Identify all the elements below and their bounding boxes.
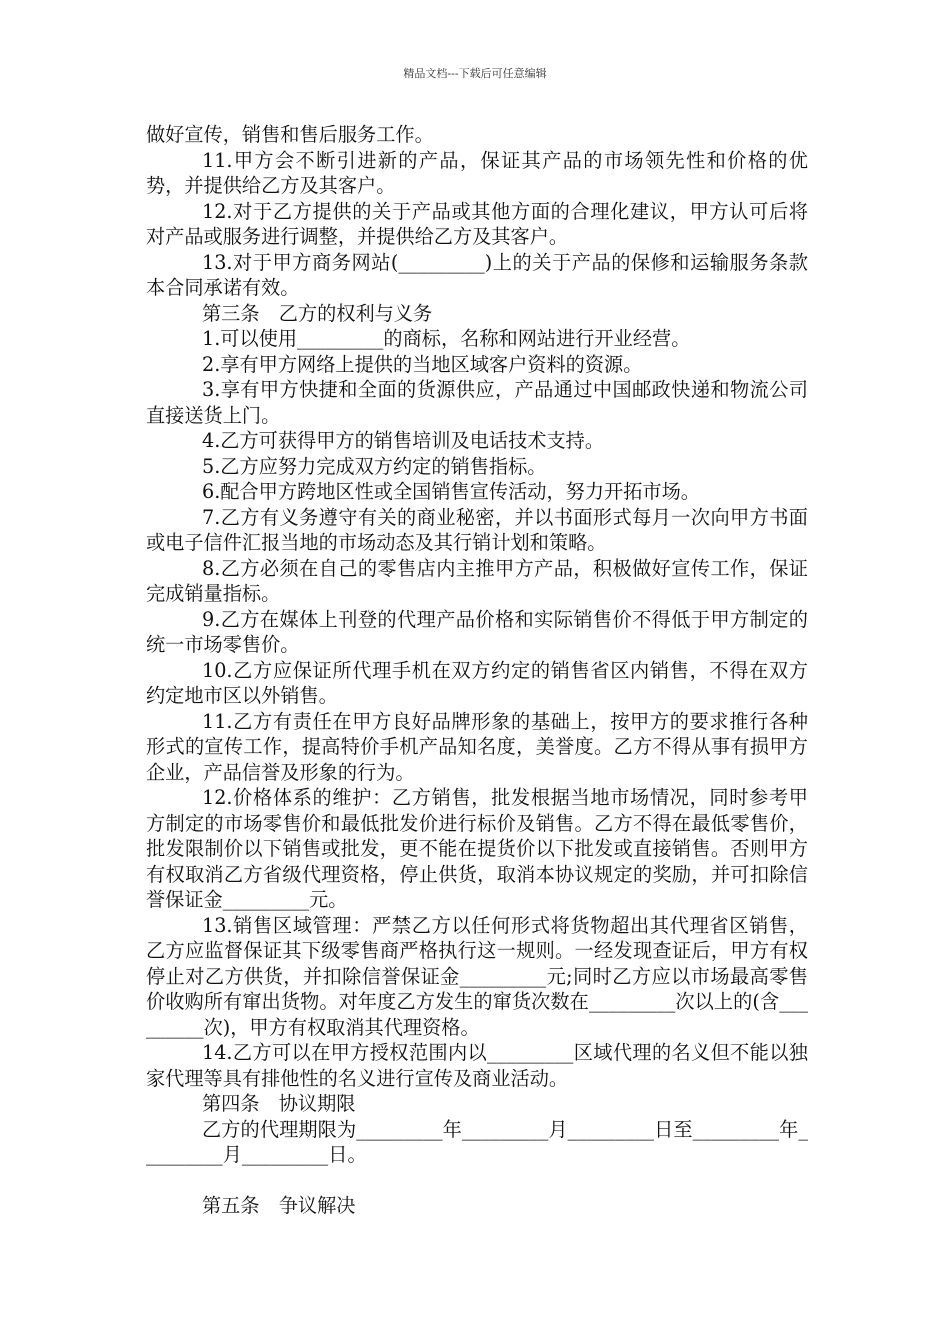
paragraph: 1.可以使用_________的商标，名称和网站进行开业经营。 [202,327,691,350]
paragraph: 4.乙方可获得甲方的销售培训及电话技术支持。 [202,429,605,452]
page-header: 精品文档---下载后可任意编辑 [403,67,547,80]
paragraph: 11.甲方会不断引进新的产品，保证其产品的市场领先性和价格的优势，并提供给乙方及其客户。 [146,148,808,197]
blank-line [146,1168,808,1194]
paragraph: 7.乙方有义务遵守有关的商业秘密，并以书面形式每月一次向甲方书面或电子信件汇报当地的市场动态及其行销计划和策略。 [146,505,808,554]
paragraph: 14.乙方可以在甲方授权范围内以_________区域代理的名义但不能以独家代理等具有排他性的名义进行宣传及商业活动。 [146,1041,808,1090]
paragraph: 10.乙方应保证所代理手机在双方约定的销售省区内销售，不得在双方约定地市区以外销售。 [146,658,808,707]
paragraph: 13.对于甲方商务网站(_________)上的关于产品的保修和运输服务条款本合同承诺有效。 [146,250,808,299]
paragraph: 12.对于乙方提供的关于产品或其他方面的合理化建议，甲方认可后将对产品或服务进行调整，并提供给乙方及其客户。 [146,199,808,248]
paragraph: 8.乙方必须在自己的零售店内主推甲方产品，积极做好宣传工作，保证完成销量指标。 [146,556,808,605]
paragraph: 做好宣传，销售和售后服务工作。 [146,123,434,146]
paragraph: 5.乙方应努力完成双方约定的销售指标。 [202,454,547,478]
paragraph: 2.享有甲方网络上提供的当地区域客户资料的资源。 [202,352,643,376]
paragraph: 乙方的代理期限为_________年_________月_________日至_________年_________月_________日。 [146,1117,808,1166]
paragraph: 13.销售区域管理：严禁乙方以任何形式将货物超出其代理省区销售，乙方应监督保证其下级零售商严格执行这一规则。一经发现查证后，甲方有权停止对乙方供货，并扣除信誉保证金_________元;同时乙方应以市场最高零售价收购所有窜出货物。对年度乙方发生的窜货次数在_________次以上的(含_________次)，甲方有权取消其代理资格。 [146,913,808,1039]
paragraph: 第四条 协议期限 [202,1092,356,1115]
document-body [146,122,808,1219]
paragraph: 第三条 乙方的权利与义务 [202,301,433,325]
paragraph: 第五条 争议解决 [202,1194,356,1217]
paragraph: 12.价格体系的维护：乙方销售，批发根据当地市场情况，同时参考甲方制定的市场零售价和最低批发价进行标价及销售。乙方不得在最低零售价，批发限制价以下销售或批发，更不能在提货价以下批发或直接销售。否则甲方有权取消乙方省级代理资格，停止供货，取消本协议规定的奖励，并可扣除信誉保证金_________元。 [146,786,808,911]
paragraph: 11.乙方有责任在甲方良好品牌形象的基础上，按甲方的要求推行各种形式的宣传工作，提高特价手机产品知名度，美誉度。乙方不得从事有损甲方企业，产品信誉及形象的行为。 [146,709,808,784]
paragraph: 6.配合甲方跨地区性或全国销售宣传活动，努力开拓市场。 [202,480,700,503]
paragraph: 3.享有甲方快捷和全面的货源供应，产品通过中国邮政快递和物流公司直接送货上门。 [146,378,808,427]
paragraph: 9.乙方在媒体上刊登的代理产品价格和实际销售价不得低于甲方制定的统一市场零售价。 [146,607,808,656]
